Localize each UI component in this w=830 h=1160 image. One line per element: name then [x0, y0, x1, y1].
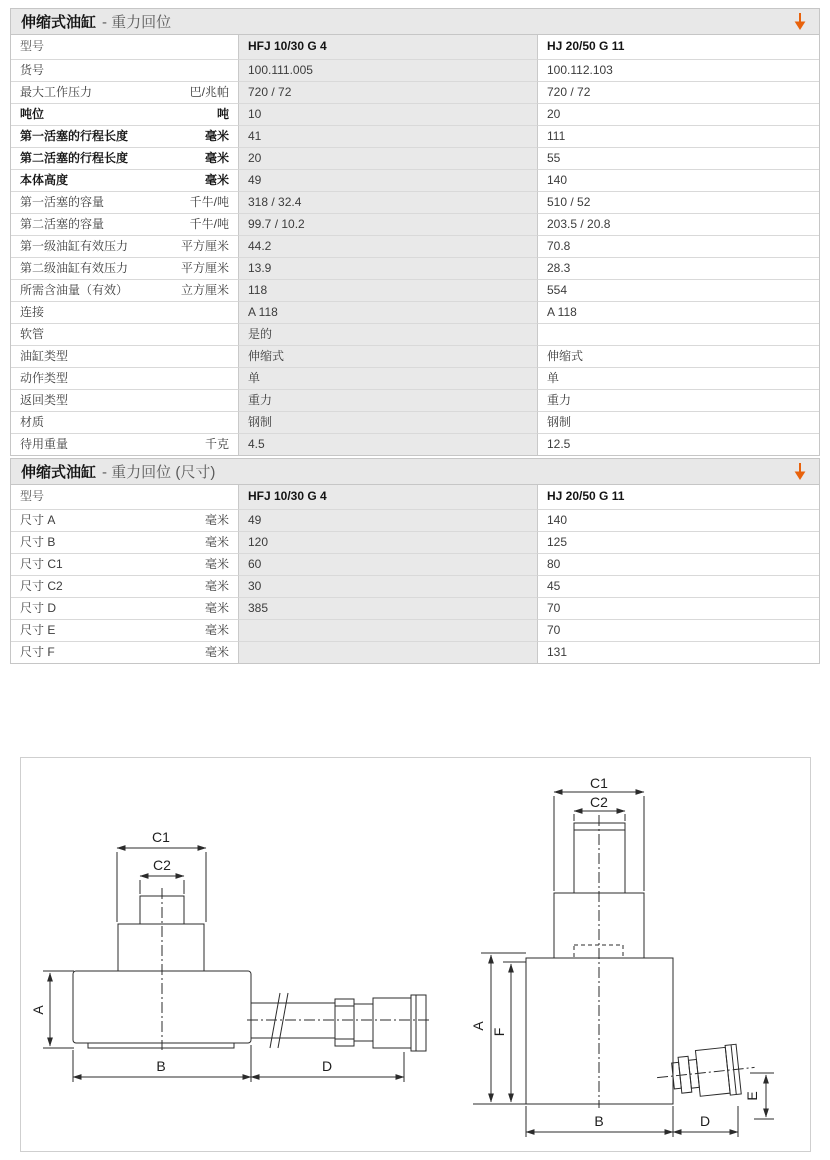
row-label: 尺寸 D: [20, 601, 57, 615]
row-unit: 毫米: [204, 513, 229, 527]
row-value-model1: 120: [238, 531, 537, 553]
row-unit: 毫米: [204, 173, 229, 187]
table2-header-model1: HFJ 10/30 G 4: [238, 485, 537, 509]
row-value-model1: 41: [238, 125, 537, 147]
row-label: 第二活塞的容量: [20, 217, 105, 231]
row-value-model2: 140: [537, 169, 819, 191]
row-label: 连接: [20, 305, 45, 319]
row-label-cell: [11, 433, 238, 455]
table-row: [11, 301, 819, 323]
row-unit: 毫米: [204, 535, 229, 549]
row-unit: 千牛/吨: [189, 217, 229, 231]
table-row: [11, 279, 819, 301]
table1-header-row: [11, 35, 819, 59]
row-value-model1: 100.111.005: [238, 59, 537, 81]
row-label-cell: [11, 389, 238, 411]
row-value-model1: 49: [238, 509, 537, 531]
row-value-model2: 55: [537, 147, 819, 169]
table2-link-button[interactable]: [791, 462, 809, 482]
row-label-cell: [11, 345, 238, 367]
row-unit: 平方厘米: [180, 239, 229, 253]
row-value-model1: 重力: [238, 389, 537, 411]
left-cylinder-drawing: [43, 848, 431, 1082]
row-label: 第二级油缸有效压力: [20, 261, 129, 275]
table2-title-main: 伸缩式油缸: [21, 464, 97, 481]
dim-label-b: B: [156, 1058, 166, 1074]
table-row: [11, 553, 819, 575]
dim-label-d: D: [699, 1113, 711, 1129]
table-row: [11, 509, 819, 531]
row-value-model1: 10: [238, 103, 537, 125]
table-row: [11, 59, 819, 81]
dim-label-f: F: [491, 1027, 507, 1037]
table1-body: [11, 59, 819, 455]
row-label: 第一活塞的行程长度: [20, 129, 129, 143]
row-label: 油缸类型: [20, 349, 69, 363]
row-label: 本体高度: [20, 173, 69, 187]
row-value-model1: 钢制: [238, 411, 537, 433]
row-value-model2: 720 / 72: [537, 81, 819, 103]
row-unit: 毫米: [204, 557, 229, 571]
table2-title-sub: - 重力回位 (尺寸): [102, 464, 216, 481]
row-value-model2: 单: [537, 367, 819, 389]
technical-drawing-panel: [20, 757, 811, 1152]
dim-label-c2: C2: [153, 857, 171, 873]
row-value-model1: 44.2: [238, 235, 537, 257]
row-label: 尺寸 E: [20, 623, 56, 637]
row-label-cell: [11, 81, 238, 103]
row-label-cell: [11, 257, 238, 279]
row-value-model2: 100.112.103: [537, 59, 819, 81]
row-value-model2: 伸缩式: [537, 345, 819, 367]
table-row: [11, 213, 819, 235]
row-label-cell: [11, 125, 238, 147]
row-label: 软管: [20, 327, 45, 341]
table-row: [11, 147, 819, 169]
row-label: 第一级油缸有效压力: [20, 239, 129, 253]
down-arrow-icon: [792, 462, 808, 481]
row-value-model2: 70: [537, 597, 819, 619]
row-unit: 毫米: [204, 129, 229, 143]
row-label-cell: [11, 213, 238, 235]
row-unit: 千牛/吨: [189, 195, 229, 209]
row-value-model1: 99.7 / 10.2: [238, 213, 537, 235]
row-value-model2: 510 / 52: [537, 191, 819, 213]
row-value-model1: A 118: [238, 301, 537, 323]
row-label-cell: [11, 575, 238, 597]
row-value-model2: 203.5 / 20.8: [537, 213, 819, 235]
row-value-model2: 111: [537, 125, 819, 147]
row-value-model1: 伸缩式: [238, 345, 537, 367]
row-value-model2: 12.5: [537, 433, 819, 455]
row-unit: 毫米: [204, 645, 229, 659]
row-value-model1: 385: [238, 597, 537, 619]
row-label: 材质: [20, 415, 45, 429]
table-row: [11, 191, 819, 213]
row-label: 尺寸 C2: [20, 579, 63, 593]
row-label-cell: [11, 59, 238, 81]
row-label: 第二活塞的行程长度: [20, 151, 129, 165]
row-value-model1: 是的: [238, 323, 537, 345]
table-row: [11, 389, 819, 411]
table-row: [11, 433, 819, 455]
row-label: 尺寸 F: [20, 645, 55, 659]
table-row: [11, 169, 819, 191]
row-unit: 毫米: [204, 579, 229, 593]
row-label: 尺寸 A: [20, 513, 56, 527]
table-row: [11, 575, 819, 597]
table-row: [11, 81, 819, 103]
dim-label-c2: C2: [590, 794, 608, 810]
row-label-cell: [11, 301, 238, 323]
row-value-model1: 720 / 72: [238, 81, 537, 103]
row-label-cell: [11, 279, 238, 301]
table1-link-button[interactable]: [791, 12, 809, 32]
row-value-model2: 70.8: [537, 235, 819, 257]
row-value-model2: 554: [537, 279, 819, 301]
spec-table-gravity-return: [10, 8, 820, 456]
row-value-model2: 钢制: [537, 411, 819, 433]
row-label-cell: [11, 191, 238, 213]
row-value-model2: 28.3: [537, 257, 819, 279]
row-label: 最大工作压力: [20, 85, 93, 99]
down-arrow-icon: [792, 12, 808, 31]
dim-label-c1: C1: [152, 829, 170, 845]
table1-title-main: 伸缩式油缸: [21, 14, 97, 31]
right-drawing-dimension-labels: [470, 775, 760, 1129]
table2-title-bar: [11, 459, 819, 485]
row-value-model1: [238, 641, 537, 663]
row-label: 所需含油量（有效）: [20, 283, 129, 297]
table2-header-model: 型号: [20, 489, 45, 503]
table1-header-model2: HJ 20/50 G 11: [537, 35, 819, 59]
row-label: 待用重量: [20, 437, 69, 451]
row-value-model1: 318 / 32.4: [238, 191, 537, 213]
table-row: [11, 531, 819, 553]
row-value-model2: 20: [537, 103, 819, 125]
row-label-cell: [11, 619, 238, 641]
row-label-cell: [11, 553, 238, 575]
table-row: [11, 367, 819, 389]
spec-table-dimensions: [10, 458, 820, 664]
row-value-model2: 重力: [537, 389, 819, 411]
table1-header-model: 型号: [20, 39, 45, 53]
dim-label-a: A: [30, 1005, 46, 1015]
table2-header-row: [11, 485, 819, 509]
row-label-cell: [11, 411, 238, 433]
left-drawing-dimension-labels: [30, 829, 332, 1074]
row-value-model1: [238, 619, 537, 641]
row-unit: 毫米: [204, 151, 229, 165]
row-label: 尺寸 B: [20, 535, 56, 549]
table-row: [11, 619, 819, 641]
row-value-model1: 20: [238, 147, 537, 169]
row-unit: 毫米: [204, 623, 229, 637]
row-value-model2: 45: [537, 575, 819, 597]
table-row: [11, 641, 819, 663]
row-value-model1: 118: [238, 279, 537, 301]
row-value-model2: 80: [537, 553, 819, 575]
row-label-cell: [11, 641, 238, 663]
dim-label-d: D: [321, 1058, 333, 1074]
table-row: [11, 597, 819, 619]
dim-label-a: A: [470, 1021, 486, 1031]
table-row: [11, 125, 819, 147]
row-label-cell: [11, 531, 238, 553]
row-unit: 毫米: [204, 601, 229, 615]
table2-header-model2: HJ 20/50 G 11: [537, 485, 819, 509]
row-label-cell: [11, 169, 238, 191]
row-value-model2: [537, 323, 819, 345]
row-label: 动作类型: [20, 371, 69, 385]
row-value-model1: 13.9: [238, 257, 537, 279]
row-unit: 巴/兆帕: [189, 85, 229, 99]
table2-body: [11, 509, 819, 663]
row-value-model1: 30: [238, 575, 537, 597]
dim-label-e: E: [744, 1091, 760, 1101]
row-value-model2: 140: [537, 509, 819, 531]
row-label: 返回类型: [20, 393, 69, 407]
table-row: [11, 257, 819, 279]
row-label-cell: [11, 509, 238, 531]
row-unit: 吨: [216, 107, 229, 121]
row-value-model2: A 118: [537, 301, 819, 323]
row-label: 吨位: [20, 107, 45, 121]
table1-title-sub: - 重力回位: [102, 14, 172, 31]
row-label-cell: [11, 235, 238, 257]
row-label: 货号: [20, 63, 45, 77]
row-value-model2: 125: [537, 531, 819, 553]
table-row: [11, 103, 819, 125]
row-label-cell: [11, 323, 238, 345]
row-value-model2: 70: [537, 619, 819, 641]
table-row: [11, 323, 819, 345]
right-cylinder-drawing: [473, 792, 774, 1137]
row-unit: 平方厘米: [180, 261, 229, 275]
table-row: [11, 411, 819, 433]
row-value-model2: 131: [537, 641, 819, 663]
hose-coupler: [654, 1043, 757, 1103]
table1-header-model1: HFJ 10/30 G 4: [238, 35, 537, 59]
table1-title-bar: [11, 9, 819, 35]
dim-label-c1: C1: [590, 775, 608, 791]
row-value-model1: 单: [238, 367, 537, 389]
dim-label-b: B: [594, 1113, 604, 1129]
row-value-model1: 49: [238, 169, 537, 191]
row-label: 第一活塞的容量: [20, 195, 105, 209]
row-unit: 立方厘米: [180, 283, 229, 297]
row-label-cell: [11, 103, 238, 125]
row-value-model1: 4.5: [238, 433, 537, 455]
row-label: 尺寸 C1: [20, 557, 63, 571]
row-label-cell: [11, 367, 238, 389]
table-row: [11, 235, 819, 257]
table-row: [11, 345, 819, 367]
cylinder-drawings: [21, 758, 810, 1151]
row-label-cell: [11, 147, 238, 169]
row-unit: 千克: [204, 437, 229, 451]
row-value-model1: 60: [238, 553, 537, 575]
row-label-cell: [11, 597, 238, 619]
